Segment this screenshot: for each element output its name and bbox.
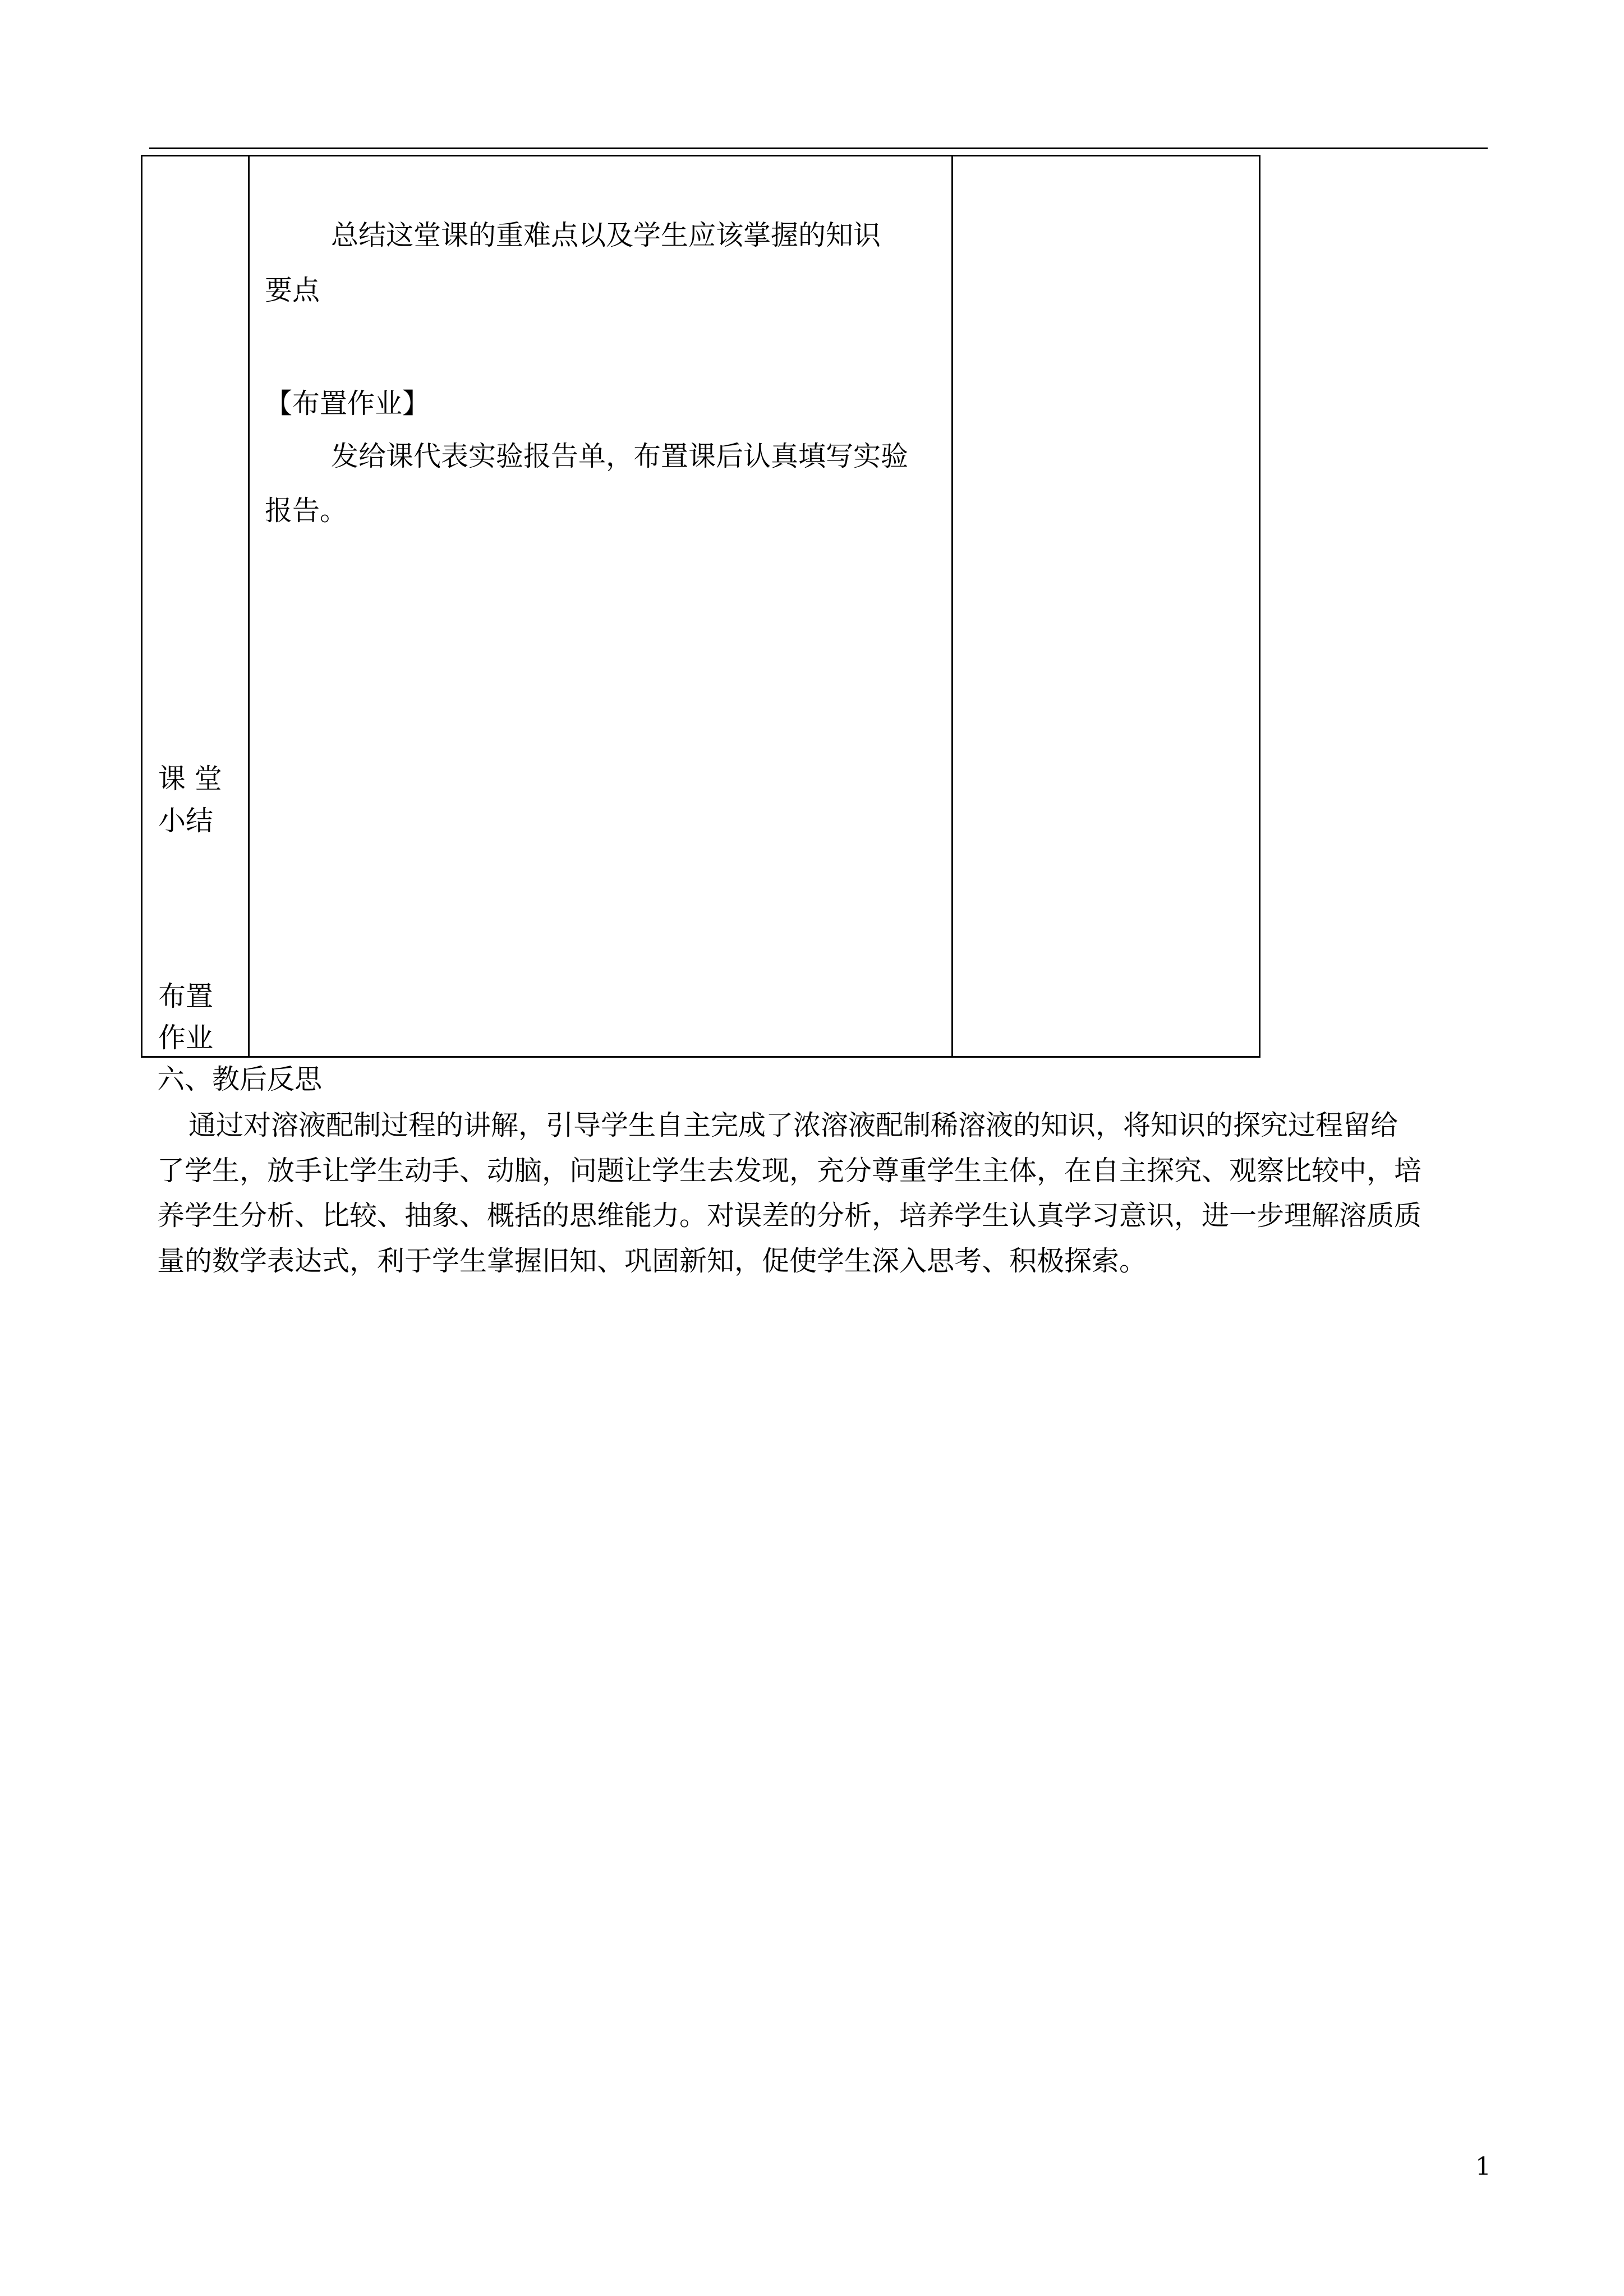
homework-heading: 【布置作业】 bbox=[265, 388, 430, 419]
homework-text-line-1: 发给课代表实验报告单，布置课后认真填写实验 bbox=[331, 440, 909, 472]
lesson-table bbox=[141, 155, 1260, 1058]
reflection-line: 量的数学表达式，利于学生掌握旧知、巩固新知，促使学生深入思考、积极探索。 bbox=[157, 1245, 1147, 1277]
homework-label-line-1: 布置 bbox=[158, 980, 214, 1012]
summary-text-line-1: 总结这堂课的重难点以及学生应该掌握的知识 bbox=[331, 219, 881, 251]
summary-text-line-2: 要点 bbox=[265, 274, 320, 306]
summary-label-line-2: 小结 bbox=[158, 805, 214, 837]
table-column-divider bbox=[248, 156, 250, 1056]
reflection-title: 六、教后反思 bbox=[157, 1063, 323, 1095]
homework-text-line-2: 报告。 bbox=[265, 495, 348, 527]
homework-label-line-2: 作业 bbox=[158, 1022, 214, 1054]
summary-label-line-1: 课 堂 bbox=[158, 763, 222, 795]
reflection-line: 了学生，放手让学生动手、动脑，问题让学生去发现，充分尊重学生主体，在自主探究、观察比较中，培 bbox=[157, 1155, 1422, 1187]
page-number: 1 bbox=[1475, 2152, 1491, 2181]
header-rule bbox=[149, 147, 1488, 149]
reflection-line: 养学生分析、比较、抽象、概括的思维能力。对误差的分析，培养学生认真学习意识，进一步理解溶质质 bbox=[157, 1200, 1422, 1232]
table-column-divider bbox=[951, 156, 953, 1056]
reflection-line: 通过对溶液配制过程的讲解，引导学生自主完成了浓溶液配制稀溶液的知识，将知识的探究过程留给 bbox=[188, 1109, 1398, 1141]
